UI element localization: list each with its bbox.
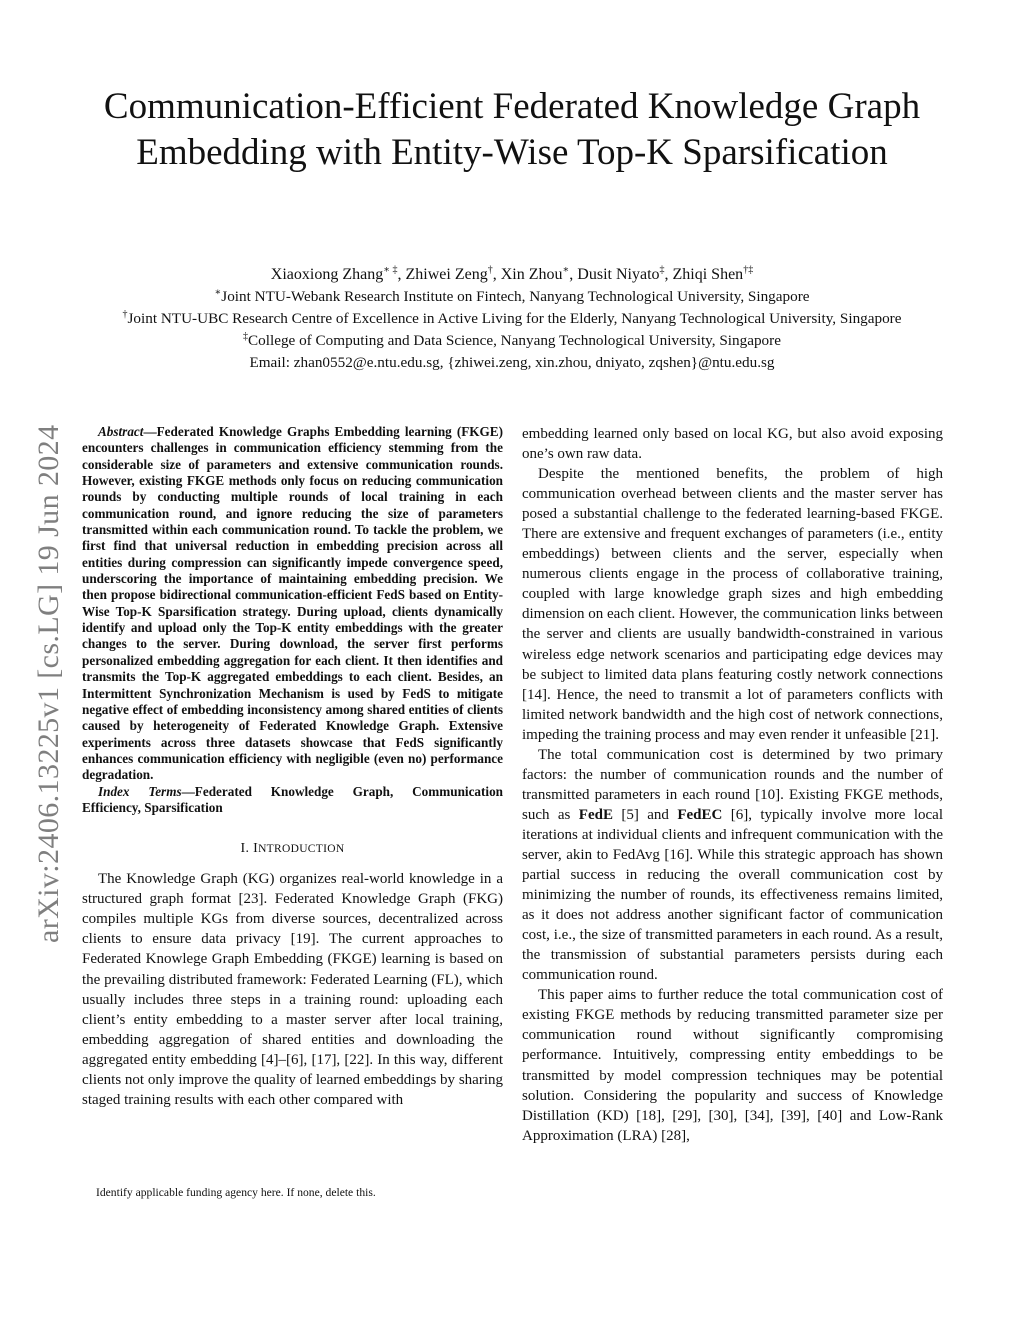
author-mark: ∗ xyxy=(562,264,570,276)
index-terms-lead: Index Terms xyxy=(98,783,182,799)
abstract-lead: Abstract xyxy=(98,424,144,439)
affiliation xyxy=(40,286,984,308)
abstract xyxy=(82,424,503,784)
index-terms-text: —Federated Knowledge Graph, Communication Efficiency, Sparsification xyxy=(82,783,503,815)
index-terms xyxy=(82,784,503,817)
author-mark: † xyxy=(487,264,493,276)
intro-paragraph-1: The Knowledge Graph (KG) organizes real-world knowledge in a structured graph format [23]. Federated Knowledge Graph (FKG) compiles multiple KGs from diverse sources, decentralized across clients to ensure data privacy [19]. The current approaches to Federated Knowlege Graph Embedding (FKGE) learning is based on the prevailing distributed framework: Federated Learning (FL), which usually includes three steps in a training round: uploading each client’s entity embedding to a master server after local training, embedding aggregation of shared entities and downloading the aggregated entity embedding [4]–[6], [17], [22]. In this way, different clients not only improve the quality of learned embeddings by sharing staged training results with each other compared with xyxy=(82,871,503,1109)
right-column xyxy=(522,424,943,1146)
affiliation-mark: † xyxy=(122,308,128,320)
author-mark: ‡ xyxy=(659,264,665,276)
affiliation xyxy=(40,308,984,330)
author-name: Zhiqi Shen xyxy=(672,266,744,283)
section-heading-introduction xyxy=(82,840,503,859)
affiliation-text: Joint NTU-Webank Research Institute on Fintech, Nanyang Technological University, Singapore xyxy=(221,288,810,305)
author-mark: †‡ xyxy=(743,264,754,276)
affiliation-text: Joint NTU-UBC Research Centre of Excellence in Active Living for the Elderly, Nanyang Technological University, Singapore xyxy=(127,310,902,327)
intro-paragraph-1-continued: embedding learned only based on local KG, but also avoid exposing one’s own raw data. xyxy=(522,426,943,463)
funding-footnote: Identify applicable funding agency here. If none, delete this. xyxy=(96,1186,376,1199)
author-mark: ∗ ‡ xyxy=(383,264,398,276)
author-name: Xin Zhou xyxy=(500,266,563,283)
intro-paragraph-2: Despite the mentioned benefits, the problem of high communication overhead between clients and the master server has posed a substantial challenge to the federated learning-based FKGE. There are extensive and frequent exchanges of parameters (i.e., entity embeddings) between clients and the server, especially when numerous clients engage in the process of collaborative training, coupled with large knowledge graph sizes and high embedding dimension on each client. However, the communication links between the server and clients are usually bandwidth-constrained in various wireless edge network scenarios and participating edge devices may be subject to limited data plans featuring costly network connections [14]. Hence, the need to transmit a lot of parameters conflicts with limited network bandwidth and the high cost of network connections, impeding the training process and may even render it unfeasible [21]. xyxy=(522,466,943,743)
arxiv-stamp: arXiv:2406.13225v1 [cs.LG] 19 Jun 2024 xyxy=(32,424,65,943)
section-number: I. I xyxy=(240,841,259,857)
intro-paragraph-3 xyxy=(522,745,943,986)
method-name-fedec: FedEC xyxy=(677,806,723,823)
method-name-fede: FedE xyxy=(578,806,613,823)
paragraph-text: The total communication cost is determined by two primary factors: the number of communication rounds and the number of transmitted parameters in each round [10]. Existing FKGE methods, such as xyxy=(522,746,943,823)
author-name: Xiaoxiong Zhang xyxy=(270,266,384,283)
paper-title: Communication-Efficient Federated Knowledge Graph Embedding with Entity-Wise Top-K Sparsification xyxy=(103,86,921,173)
author-block xyxy=(40,264,984,374)
email-line: Email: zhan0552@e.ntu.edu.sg, {zhiwei.zeng, xin.zhou, dniyato, zqshen}@ntu.edu.sg xyxy=(249,354,775,371)
affiliation-mark: ‡ xyxy=(243,330,249,342)
paragraph-text: [6], typically involve more local iterations at individual clients and infrequent communication with the server, akin to FedAvg [16]. While this strategic approach has shown partial success in reducing the overall communication cost by minimizing the number of rounds, its effectiveness remains limited, as it does not address another significant factor of communication cost, i.e., the size of transmitted parameters in each round. As a result, the transmission of substantial parameters persists during each communication round. xyxy=(522,806,943,984)
abstract-text: —Federated Knowledge Graphs Embedding learning (FKGE) encounters challenges in communication efficiency stemming from the considerable size of parameters and extensive communication rounds. However, existing FKGE methods only focus on reducing communication rounds by conducting multiple rounds of local training in each communication round, and ignore reducing the size of parameters transmitted within each communication round. To tackle the problem, we first find that universal reduction in embedding precision across all entities during compression can significantly impede convergence speed, underscoring the importance of maintaining embedding precision. We then propose bidirectional communication-efficient FedS based on Entity-Wise Top-K Sparsification strategy. During upload, clients dynamically identify and upload only the Top-K entity embeddings with the greater changes to the server. During download, the server first performs personalized embedding aggregation for each client. It then identifies and transmits the Top-K aggregated embeddings to each client. Besides, an Intermittent Synchronization Mechanism is used by FedS to mitigate negative effect of embedding inconsistency among shared entities of clients caused by heterogeneity of Federated Knowledge Graph. Extensive experiments across three datasets showcase that FedS significantly enhances communication efficiency with negligible (even no) performance degradation. xyxy=(82,424,503,783)
affiliation-text: College of Computing and Data Science, Nanyang Technological University, Singapore xyxy=(248,332,781,349)
affiliation xyxy=(40,330,984,352)
paragraph-text: [5] and xyxy=(612,806,678,823)
author-name: Zhiwei Zeng xyxy=(405,266,488,283)
author-list: Xiaoxiong Zhang∗ ‡, Zhiwei Zeng†, Xin Zhou∗, Dusit Niyato‡, Zhiqi Shen†‡ xyxy=(270,264,754,283)
affiliation-mark: ∗ xyxy=(214,286,222,298)
intro-paragraph-4: This paper aims to further reduce the total communication cost of existing FKGE methods by reducing transmitted parameter size per communication round without significantly compromising performance. Intuitively, compressing entity embeddings to be transmitted by model compression techniques may be potential solution. Considering the popularity and success of Knowledge Distillation (KD) [18], [29], [30], [34], [39], [40] and Low-Rank Approximation (LRA) [28], xyxy=(522,987,943,1144)
author-name: Dusit Niyato xyxy=(577,266,660,283)
left-column xyxy=(82,424,503,1110)
section-title: NTRODUCTION xyxy=(258,843,345,856)
